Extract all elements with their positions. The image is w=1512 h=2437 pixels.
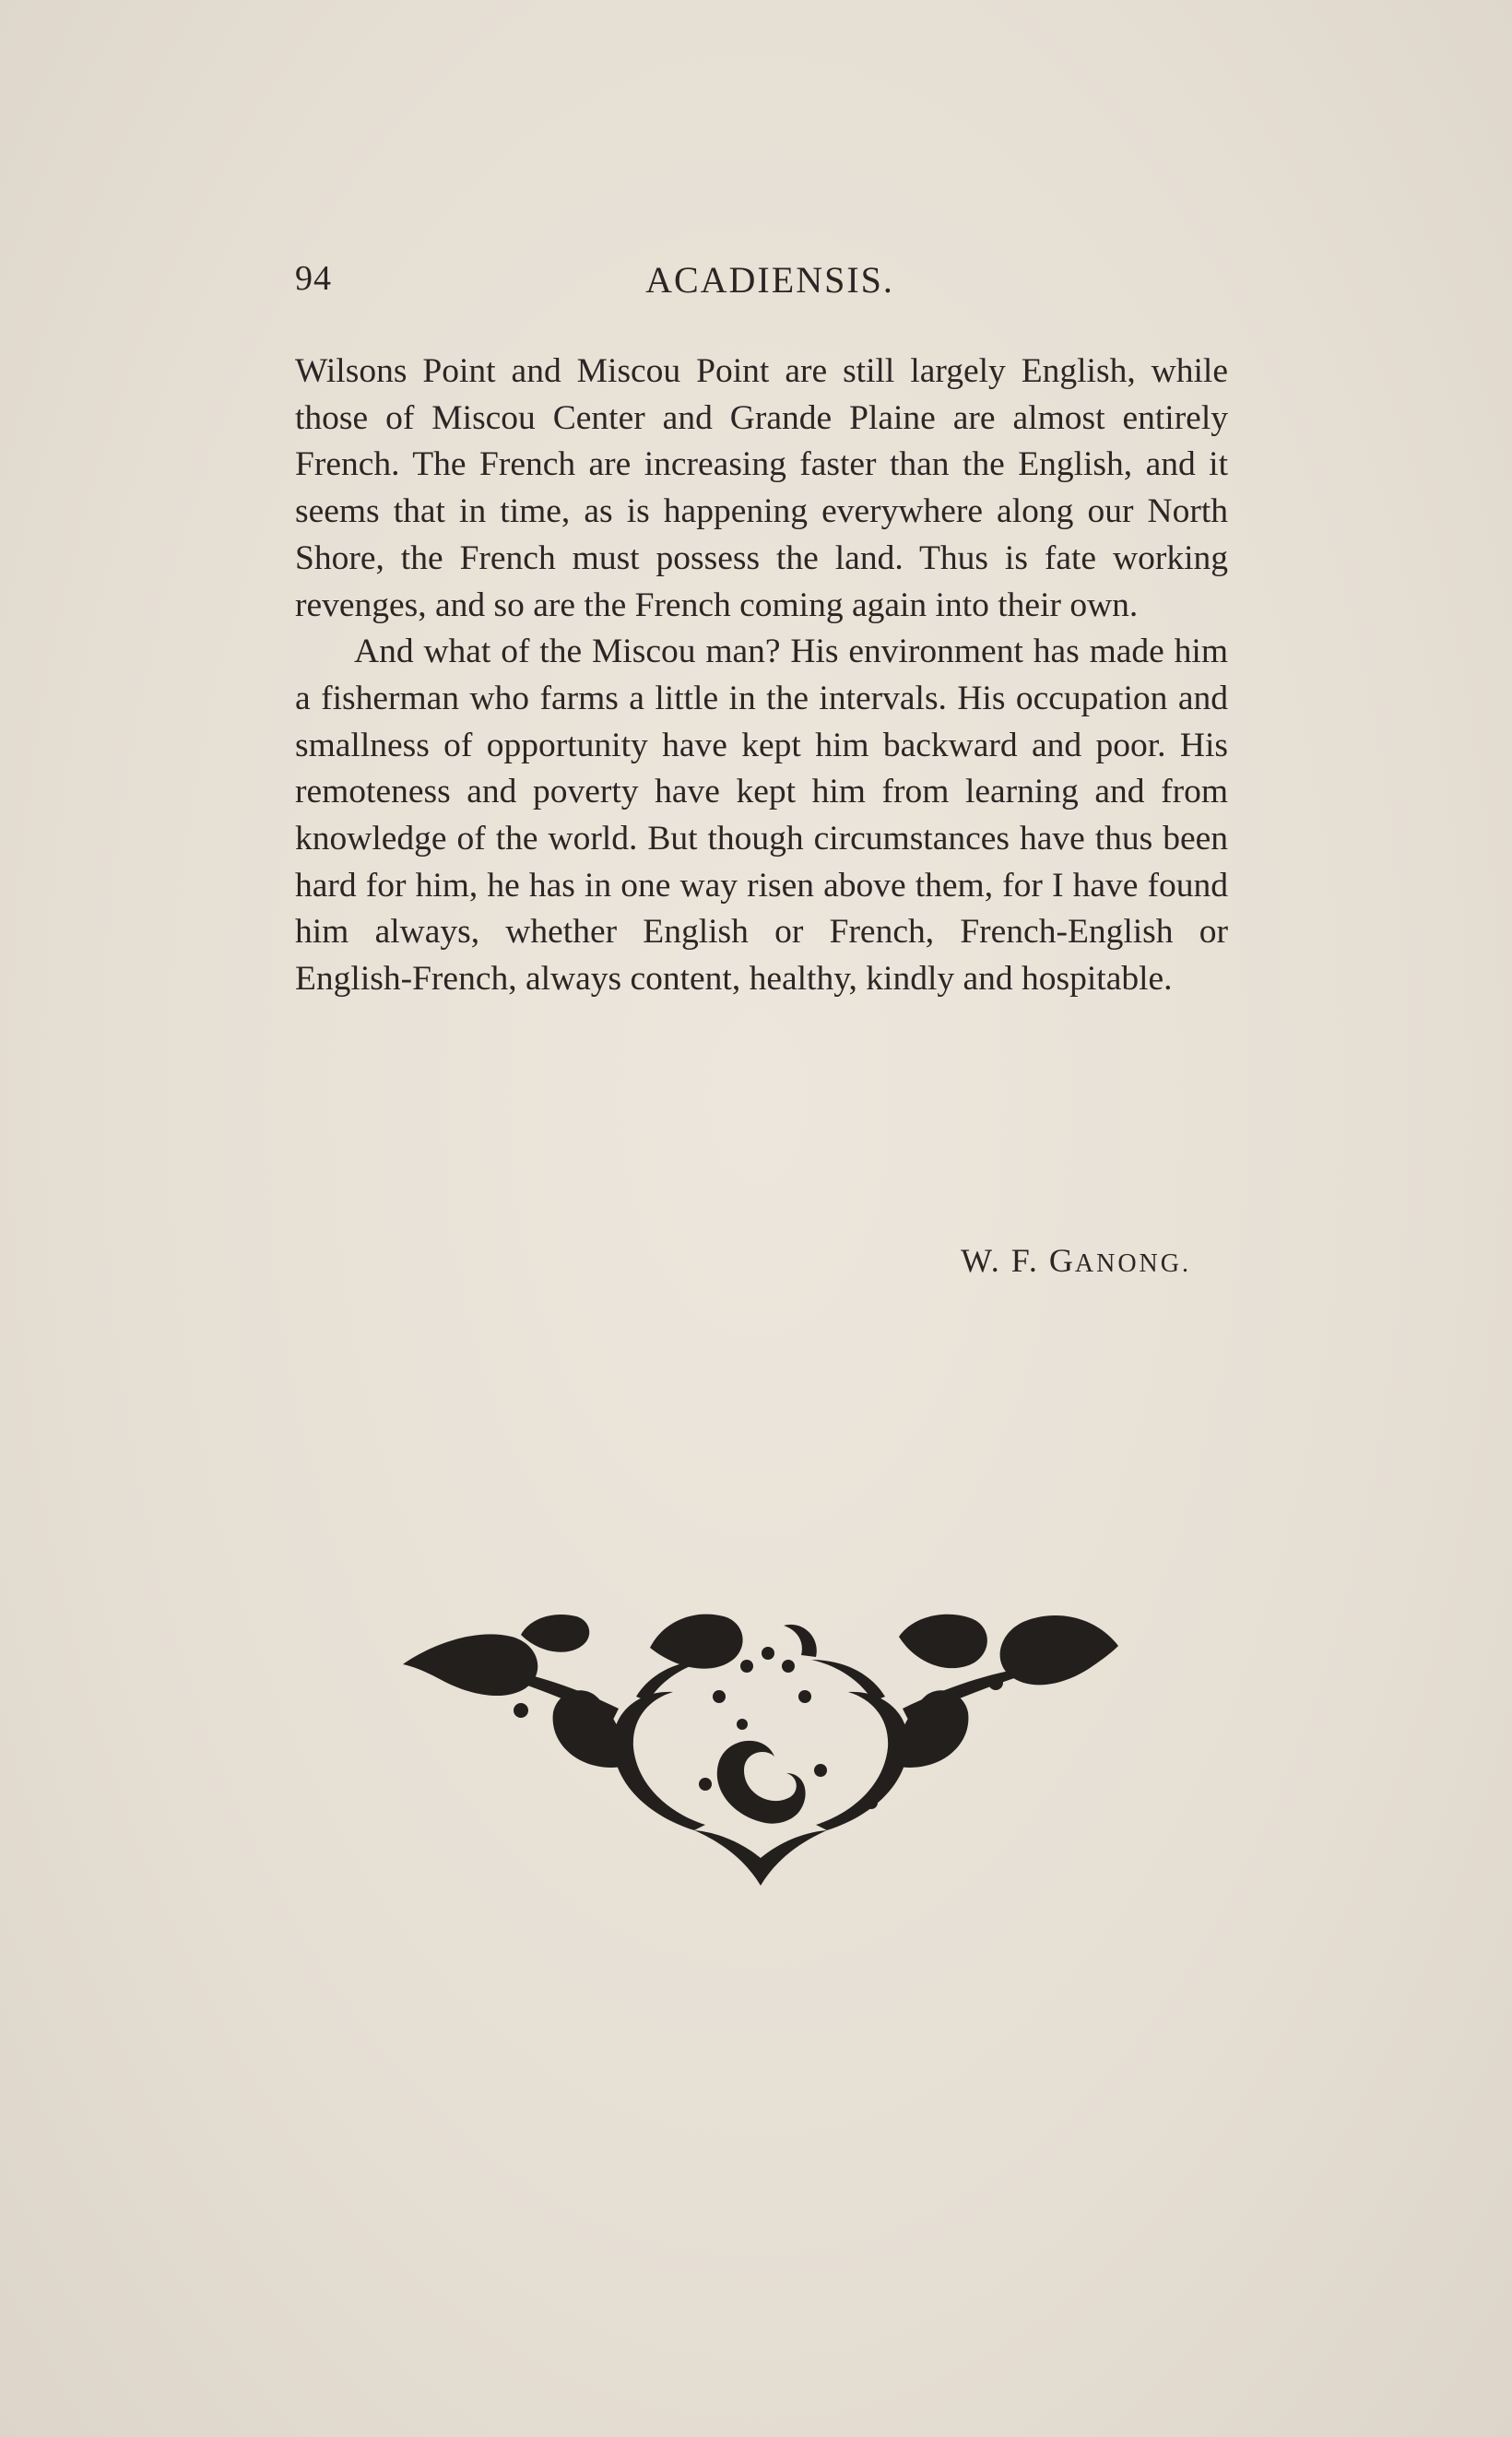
paragraph-miscou-man: And what of the Miscou man? His environment has made him a fisherman who farms a little in the intervals. His occupation and smallness of opportunity have kept him backward and poor. His remoteness and poverty have kept him from learning and from knowledge of the world. But though circumstances have thus been hard for him, he has in one way risen above them, for I have found him always, whether English or French, French-English or English-French, always content, healthy, kindly and hospitable. (295, 633, 1228, 999)
author-signature (295, 1241, 1191, 1280)
signature-surname: ANONG. (1074, 1249, 1191, 1278)
page-number: 94 (295, 259, 332, 298)
floral-vine-ornament-icon (401, 1609, 1120, 1886)
paragraph-continued: Wilsons Point and Miscou Point are still largely English, while those of Miscou Center and Grande Plaine are almost entirely French. The French are increasing faster than the English, and it seems that in time, as is happening everywhere along our North Shore, the French must possess the land. Thus is fate working revenges, and so are the French coming again into their own. (295, 352, 1228, 624)
running-title: ACADIENSIS. (645, 259, 894, 301)
running-head (295, 258, 1226, 313)
signature-initials: W. F. G (961, 1242, 1075, 1279)
body-text (295, 349, 1228, 1003)
